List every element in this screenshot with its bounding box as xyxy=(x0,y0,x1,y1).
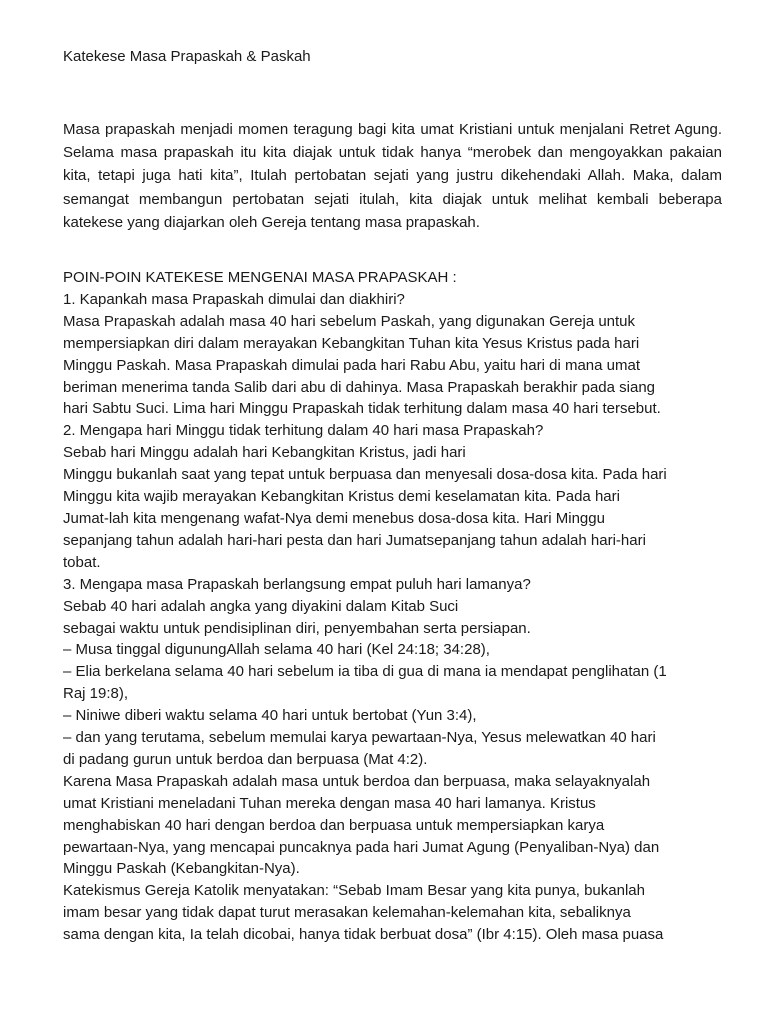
text-line: Jumat-lah kita mengenang wafat-Nya demi menebus dosa-dosa kita. Hari Minggu xyxy=(63,509,605,527)
text-line: umat Kristiani meneladani Tuhan mereka dengan masa 40 hari lamanya. Kristus xyxy=(63,794,596,812)
text-line: Minggu Paskah (Kebangkitan-Nya). xyxy=(63,860,300,878)
text-line: Raj 19:8), xyxy=(63,685,129,703)
text-line: Minggu Paskah. Masa Prapaskah dimulai pada hari Rabu Abu, yaitu hari di mana umat xyxy=(63,356,640,374)
text-line: imam besar yang tidak dapat turut merasakan kelemahan-kelemahan kita, sebaliknya xyxy=(63,904,631,922)
text-line: pewartaan-Nya, yang mencapai puncaknya pada hari Jumat Agung (Penyaliban-Nya) dan xyxy=(63,838,660,856)
text-line: 3. Mengapa masa Prapaskah berlangsung empat puluh hari lamanya? xyxy=(63,575,531,593)
text-line: – Niniwe diberi waktu selama 40 hari untuk bertobat (Yun 3:4), xyxy=(63,707,477,725)
text-line: – Elia berkelana selama 40 hari sebelum ia tiba di gua di mana ia mendapat penglihatan (1 xyxy=(63,663,667,681)
text-line: sebagai waktu untuk pendisiplinan diri, penyembahan serta persiapan. xyxy=(63,619,531,637)
text-line: – dan yang terutama, sebelum memulai karya pewartaan-Nya, Yesus melewatkan 40 hari xyxy=(63,729,656,747)
text-line: tobat. xyxy=(63,553,101,571)
document-title: Katekese Masa Prapaskah & Paskah xyxy=(63,48,311,65)
text-line: sama dengan kita, Ia telah dicobai, hanya tidak berbuat dosa” (Ibr 4:15). Oleh masa puasa xyxy=(63,926,664,944)
text-line: Sebab hari Minggu adalah hari Kebangkitan Kristus, jadi hari xyxy=(63,444,466,462)
intro-paragraph: Masa prapaskah menjadi momen teragung bagi kita umat Kristiani untuk menjalani Retret Agung. Selama masa prapaskah itu kita diajak untuk tidak hanya “merobek dan mengoyakkan pakaian kita, tetapi juga hati kita”, Itulah pertobatan sejati yang justru dikehendaki Allah. Maka, dalam semangat membangun pertobatan sejati itulah, kita diajak untuk melihat kembali beberapa katekese yang diajarkan oleh Gereja tentang masa prapaskah. xyxy=(63,121,722,231)
document-page xyxy=(63,0,722,1024)
text-line: Masa Prapaskah adalah masa 40 hari sebelum Paskah, yang digunakan Gereja untuk xyxy=(63,312,636,330)
text-line: beriman menerima tanda Salib dari abu di dahinya. Masa Prapaskah berakhir pada siang xyxy=(63,378,656,396)
text-line: POIN-POIN KATEKESE MENGENAI MASA PRAPASKAH : xyxy=(63,269,457,286)
text-line: Minggu kita wajib merayakan Kebangkitan Kristus demi keselamatan kita. Pada hari xyxy=(63,488,620,506)
text-line: – Musa tinggal digunungAllah selama 40 hari (Kel 24:18; 34:28), xyxy=(63,641,490,659)
text-line: Katekismus Gereja Katolik menyatakan: “Sebab Imam Besar yang kita punya, bukanlah xyxy=(63,882,645,900)
text-line: Minggu bukanlah saat yang tepat untuk berpuasa dan menyesali dosa-dosa kita. Pada hari xyxy=(63,466,667,484)
text-line: Karena Masa Prapaskah adalah masa untuk berdoa dan berpuasa, maka selayaknyalah xyxy=(63,772,651,790)
document-body xyxy=(63,267,722,946)
text-line: hari Sabtu Suci. Lima hari Minggu Prapaskah tidak terhitung dalam masa 40 hari tersebut. xyxy=(63,400,661,418)
text-line: di padang gurun untuk berdoa dan berpuasa (Mat 4:2). xyxy=(63,750,428,768)
text-line: mempersiapkan diri dalam merayakan Kebangkitan Tuhan kita Yesus Kristus pada hari xyxy=(63,334,640,352)
text-line: Sebab 40 hari adalah angka yang diyakini dalam Kitab Suci xyxy=(63,597,459,615)
text-line: 1. Kapankah masa Prapaskah dimulai dan diakhiri? xyxy=(63,290,405,308)
text-line: sepanjang tahun adalah hari-hari pesta dan hari Jumatsepanjang tahun adalah hari-hari xyxy=(63,531,646,549)
text-line: 2. Mengapa hari Minggu tidak terhitung dalam 40 hari masa Prapaskah? xyxy=(63,422,544,440)
text-line: menghabiskan 40 hari dengan berdoa dan berpuasa untuk mempersiapkan karya xyxy=(63,816,605,834)
